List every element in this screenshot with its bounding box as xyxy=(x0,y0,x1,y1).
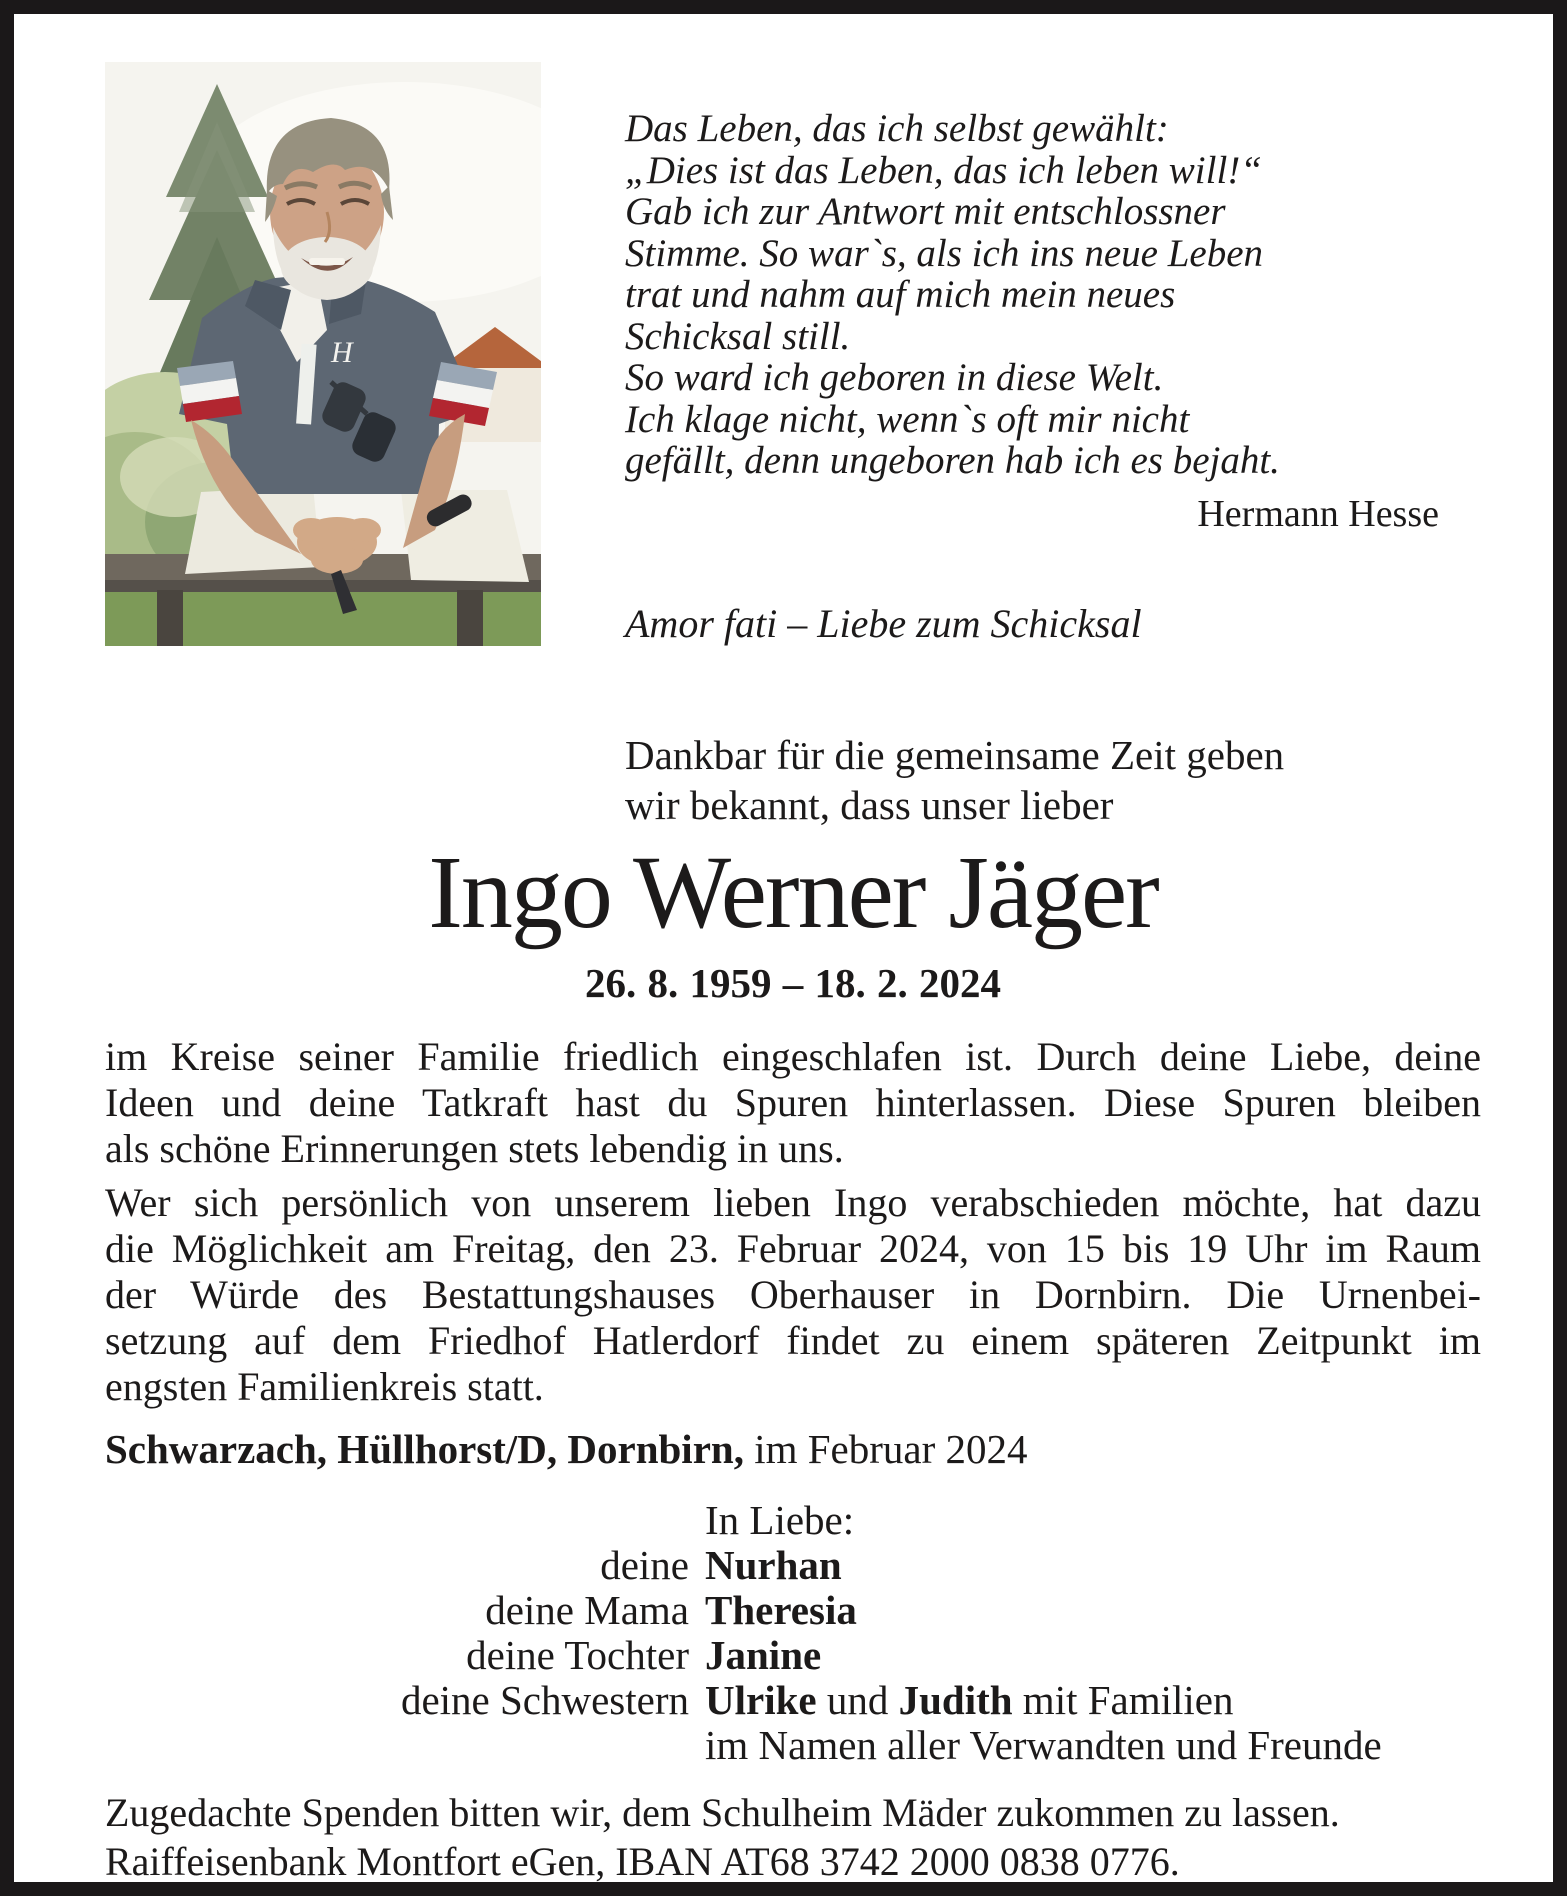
poem xyxy=(625,108,1481,482)
relation-names xyxy=(689,1678,1481,1723)
top-section xyxy=(105,62,1481,830)
family-row xyxy=(105,1723,1481,1768)
text-line: Schicksal still. xyxy=(625,314,851,358)
teeth xyxy=(309,258,345,265)
text-line: engsten Familienkreis statt. xyxy=(105,1363,544,1409)
obituary-content xyxy=(14,62,1553,1886)
announcement xyxy=(625,730,1481,830)
text-line: setzung auf dem Friedhof Hatlerdorf findet zu einem späteren Zeitpunkt im xyxy=(105,1317,1481,1363)
poem-column xyxy=(625,62,1481,830)
text-line: Dankbar für die gemeinsame Zeit geben xyxy=(625,731,1285,778)
motto: Amor fati – Liebe zum Schicksal xyxy=(625,600,1142,646)
relation-label xyxy=(105,1723,689,1768)
text-line: trat und nahm auf mich mein neues xyxy=(625,273,1176,316)
text-line: „Dies ist das Leben, das ich leben will!“ xyxy=(625,148,1262,192)
life-dates: 26. 8. 1959 – 18. 2. 2024 xyxy=(585,959,1001,1006)
closing-heading: In Liebe: xyxy=(705,1496,855,1543)
paragraph-farewell-details xyxy=(105,1180,1481,1410)
family-name: Judith xyxy=(898,1676,1013,1723)
family-row xyxy=(105,1678,1481,1723)
text-line: die Möglichkeit am Freitag, den 23. Februar 2024, von 15 bis 19 Uhr im Raum xyxy=(105,1225,1481,1271)
donation-note xyxy=(105,1788,1481,1886)
location-places: Schwarzach, Hüllhorst/D, Dornbirn, xyxy=(105,1425,744,1472)
relation-names xyxy=(689,1543,1481,1588)
family-row xyxy=(105,1633,1481,1678)
text-line: Raiffeisenbank Montfort eGen, IBAN AT68 3742 2000 0838 0776. xyxy=(105,1838,1180,1884)
sleeve-stripes-left xyxy=(177,361,242,422)
names-connector: und xyxy=(816,1676,899,1723)
relation-names xyxy=(689,1723,1481,1768)
relation-label: deine xyxy=(600,1541,689,1588)
text-line: im Kreise seiner Familie friedlich eingeschlafen ist. Durch deine Liebe, deine xyxy=(105,1033,1481,1079)
family-name: Ulrike xyxy=(705,1676,817,1723)
location-line xyxy=(105,1426,1481,1472)
relation-names xyxy=(689,1633,1481,1678)
relation-names xyxy=(689,1588,1481,1633)
text-line: Zugedachte Spenden bitten wir, dem Schulheim Mäder zukommen zu lassen. xyxy=(105,1789,1340,1835)
family-name: Janine xyxy=(705,1631,822,1678)
poem-attribution: Hermann Hesse xyxy=(1197,492,1439,535)
text-line: So ward ich geboren in diese Welt. xyxy=(625,356,1164,399)
location-date: im Februar 2024 xyxy=(743,1425,1028,1472)
shirt-monogram: H xyxy=(331,336,353,369)
text-line: Gab ich zur Antwort mit entschlossner xyxy=(625,190,1226,233)
family-name: Theresia xyxy=(705,1586,857,1633)
text-line: der Würde des Bestattungshauses Oberhauser in Dornbirn. Die Urnenbei- xyxy=(105,1271,1481,1317)
family-name: Nurhan xyxy=(705,1541,842,1588)
names-suffix: im Namen aller Verwandten und Freunde xyxy=(705,1721,1382,1768)
relation-label: deine Tochter xyxy=(466,1631,689,1678)
family-row xyxy=(105,1588,1481,1633)
closing-section xyxy=(105,1498,1481,1768)
text-line: Das Leben, das ich selbst gewählt: xyxy=(625,107,1169,150)
text-line: als schöne Erinnerungen stets lebendig in uns. xyxy=(105,1125,844,1171)
text-line: wir bekannt, dass unser lieber xyxy=(625,781,1114,828)
text-line: Wer sich persönlich von unserem lieben Ingo verabschieden möchte, hat dazu xyxy=(105,1179,1481,1225)
text-line: Ich klage nicht, wenn`s oft mir nicht xyxy=(625,397,1190,441)
text-line: gefällt, denn ungeboren hab ich es bejaht. xyxy=(625,439,1280,482)
paragraph-memorial xyxy=(105,1034,1481,1172)
relation-label: deine Schwestern xyxy=(400,1676,689,1723)
portrait-photo xyxy=(105,62,541,646)
text-line: Ideen und deine Tatkraft hast du Spuren hinterlassen. Diese Spuren bleiben xyxy=(105,1079,1481,1125)
family-row xyxy=(105,1543,1481,1588)
names-suffix: mit Familien xyxy=(1012,1676,1234,1723)
deceased-name: Ingo Werner Jäger xyxy=(428,834,1158,950)
relation-label: deine Mama xyxy=(485,1586,689,1633)
text-line: Stimme. So war`s, als ich ins neue Leben xyxy=(625,231,1264,275)
